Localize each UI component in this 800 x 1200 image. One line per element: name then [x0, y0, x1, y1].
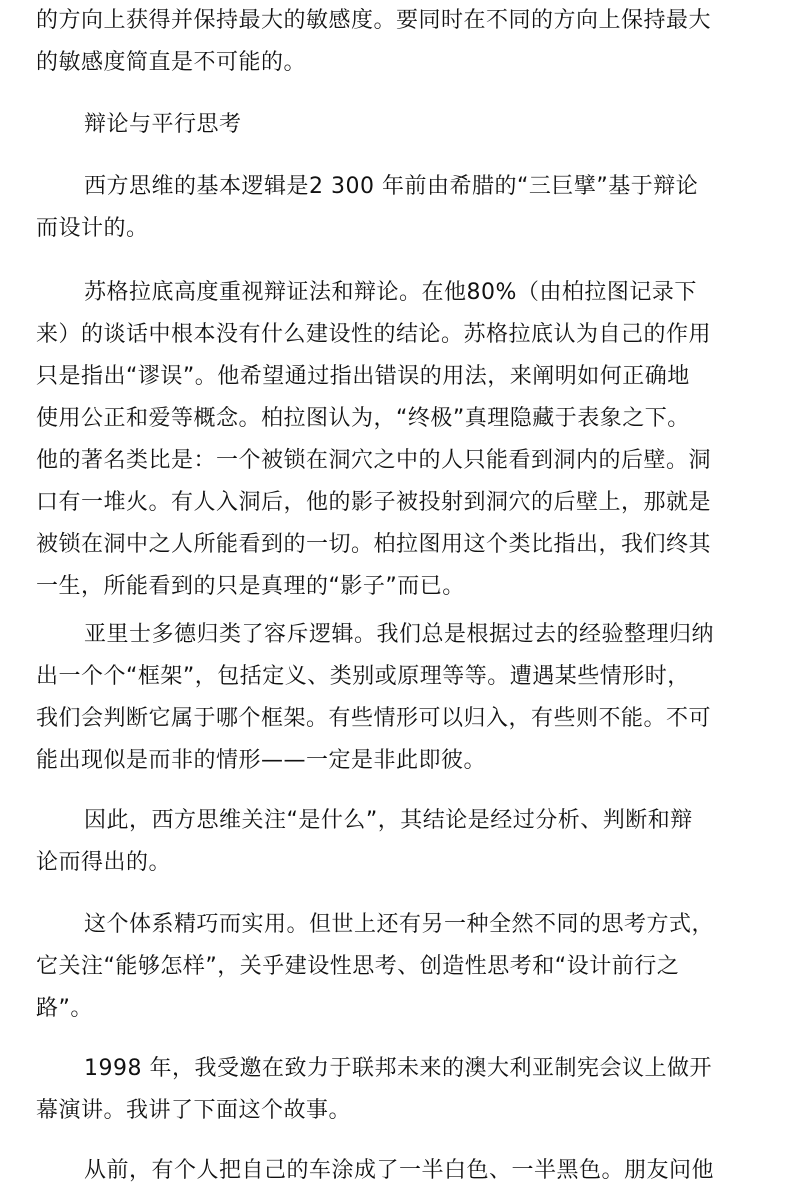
paragraph — [36, 800, 764, 884]
text-line: 使用公正和爱等概念。柏拉图认为，“终极”真理隐藏于表象之下。 — [36, 406, 690, 431]
text-line: 辩论与平行思考 — [84, 112, 242, 137]
text-line: 的敏感度简直是不可能的。 — [36, 50, 307, 75]
text-line: 能出现似是而非的情形——一定是非此即彼。 — [36, 748, 487, 773]
paragraph — [36, 166, 764, 250]
text-line: 一生，所能看到的只是真理的“影子”而已。 — [36, 574, 465, 599]
paragraph — [36, 1150, 764, 1192]
text-line: 从前，有个人把自己的车涂成了一半白色、一半黑色。朋友问他 — [84, 1158, 715, 1183]
paragraph — [36, 904, 764, 1030]
section-heading — [36, 104, 764, 146]
text-line: 的方向上获得并保持最大的敏感度。要同时在不同的方向上保持最大 — [36, 8, 712, 33]
paragraph — [36, 1048, 764, 1132]
text-line: 而设计的。 — [36, 216, 149, 241]
text-line: 被锁在洞中之人所能看到的一切。柏拉图用这个类比指出，我们终其 — [36, 532, 712, 557]
paragraph — [36, 0, 764, 84]
text-line: 1998 年，我受邀在致力于联邦未来的澳大利亚制宪会议上做开 — [84, 1056, 712, 1081]
text-line: 出一个个“框架”，包括定义、类别或原理等等。遭遇某些情形时， — [36, 664, 690, 689]
text-line: 这个体系精巧而实用。但世上还有另一种全然不同的思考方式， — [84, 912, 715, 937]
text-line: 西方思维的基本逻辑是2 300 年前由希腊的“三巨擘”基于辩论 — [84, 174, 699, 199]
text-line: 亚里士多德归类了容斥逻辑。我们总是根据过去的经验整理归纳 — [84, 622, 715, 647]
text-line: 苏格拉底高度重视辩证法和辩论。在他80%（由柏拉图记录下 — [84, 280, 697, 305]
text-line: 路”。 — [36, 996, 93, 1021]
text-line: 口有一堆火。有人入洞后，他的影子被投射到洞穴的后壁上，那就是 — [36, 490, 712, 515]
text-line: 他的著名类比是：一个被锁在洞穴之中的人只能看到洞内的后壁。洞 — [36, 448, 712, 473]
paragraph — [36, 614, 764, 782]
text-line: 只是指出“谬误”。他希望通过指出错误的用法，来阐明如何正确地 — [36, 364, 690, 389]
text-line: 来）的谈话中根本没有什么建设性的结论。苏格拉底认为自己的作用 — [36, 322, 712, 347]
text-line: 因此，西方思维关注“是什么”，其结论是经过分析、判断和辩 — [84, 808, 693, 833]
text-line: 幕演讲。我讲了下面这个故事。 — [36, 1098, 352, 1123]
text-line: 论而得出的。 — [36, 850, 172, 875]
text-line: 它关注“能够怎样”，关乎建设性思考、创造性思考和“设计前行之 — [36, 954, 680, 979]
text-line: 我们会判断它属于哪个框架。有些情形可以归入，有些则不能。不可 — [36, 706, 712, 731]
paragraph — [36, 272, 764, 608]
